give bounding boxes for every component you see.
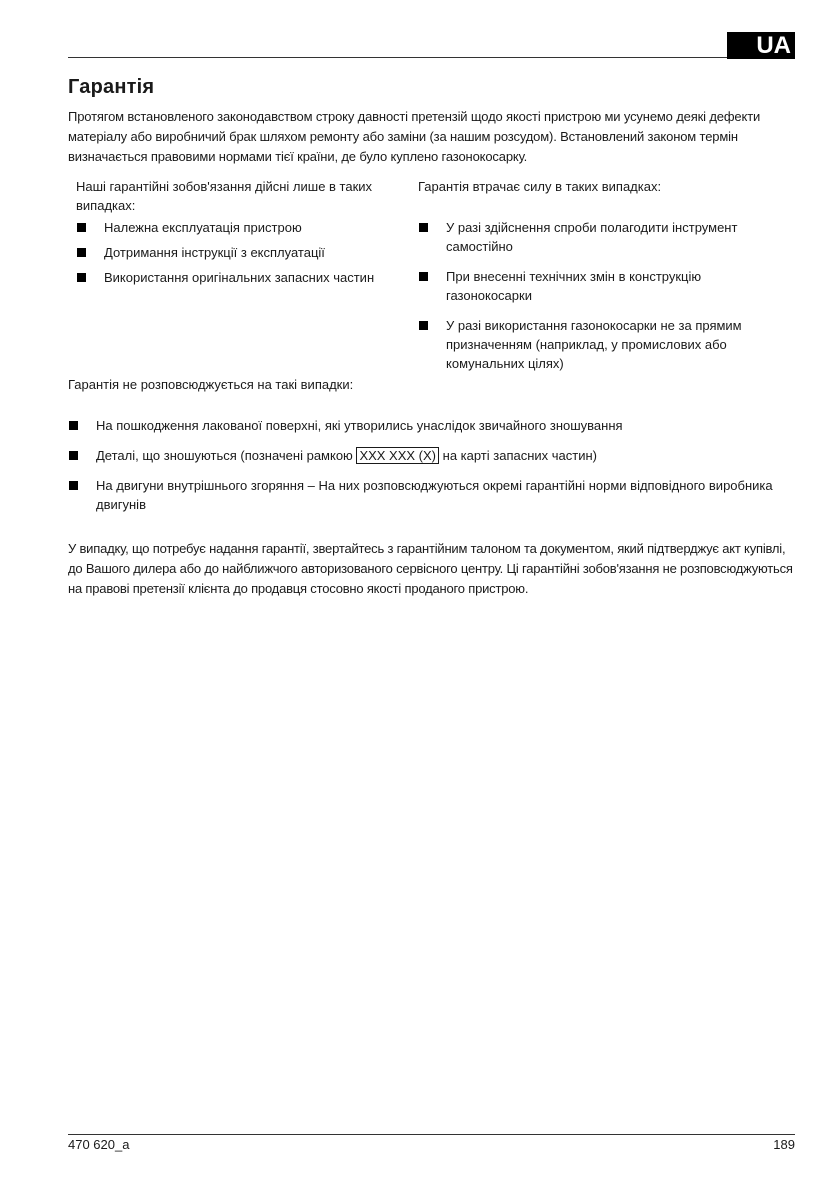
void-conditions-list <box>418 218 778 373</box>
page-title: Гарантія <box>68 76 155 98</box>
square-bullet-icon <box>77 273 86 282</box>
square-bullet-icon <box>69 481 78 490</box>
list-item: На пошкодження лакованої поверхні, які утворились унаслідок звичайного зношування <box>68 416 796 435</box>
list-item: У разі використання газонокосарки не за прямим призначенням (наприклад, у промислових або комунальних цілях) <box>418 316 778 373</box>
header-rule <box>68 57 727 58</box>
square-bullet-icon <box>77 223 86 232</box>
valid-conditions-column <box>76 177 406 293</box>
language-badge: UA <box>727 32 795 59</box>
framed-part-code: XXX XXX (X) <box>356 447 439 464</box>
list-item: При внесенні технічних змін в конструкцію газонокосарки <box>418 267 778 305</box>
square-bullet-icon <box>419 223 428 232</box>
exclusions-list-wrap <box>68 416 796 525</box>
list-item: Використання оригінальних запасних частин <box>76 268 406 287</box>
footer-rule <box>68 1134 795 1135</box>
list-item: Дотримання інструкції з експлуатації <box>76 243 406 262</box>
intro-paragraph: Протягом встановленого законодавством строку давності претензій щодо якості пристрою ми усунемо деякі дефекти матеріалу або виробничий брак шляхом ремонту або заміни (за нашим розсудом). Встановлений законом термін визначається правовими нормами тієї країни, де було куплено газонокосарку. <box>68 109 761 164</box>
document-code: 470 620_a <box>68 1137 130 1152</box>
closing-paragraph: У випадку, що потребує надання гарантії, звертайтесь з гарантійним талоном та документом, який підтверджує акт купівлі, до Вашого дилера або до найближчого авторизованого сервісного центру. Ці гарантійні зобов'язання не розповсюджуються на правові претензії клієнта до продавця стосовно якості проданого пристрою. <box>68 541 793 596</box>
square-bullet-icon <box>77 248 86 257</box>
void-conditions-heading: Гарантія втрачає силу в таких випадках: <box>418 179 662 194</box>
valid-conditions-heading: Наші гарантійні зобов'язання дійсні лише в таких випадках: <box>76 179 373 213</box>
valid-conditions-list <box>76 218 406 287</box>
list-item: Деталі, що зношуються (позначені рамкою XXX XXX (X) на карті запасних частин) <box>68 446 796 465</box>
void-conditions-column <box>418 177 778 384</box>
square-bullet-icon <box>69 451 78 460</box>
list-item: На двигуни внутрішнього згоряння – На них розповсюджуються окремі гарантійні норми відповідного виробника двигунів <box>68 476 796 514</box>
list-item: У разі здійснення спроби полагодити інструмент самостійно <box>418 218 778 256</box>
square-bullet-icon <box>69 421 78 430</box>
exclusions-heading: Гарантія не розповсюджується на такі випадки: <box>68 377 354 392</box>
list-item: Належна експлуатація пристрою <box>76 218 406 237</box>
square-bullet-icon <box>419 321 428 330</box>
square-bullet-icon <box>419 272 428 281</box>
exclusions-list <box>68 416 796 514</box>
page-number: 189 <box>773 1137 795 1152</box>
